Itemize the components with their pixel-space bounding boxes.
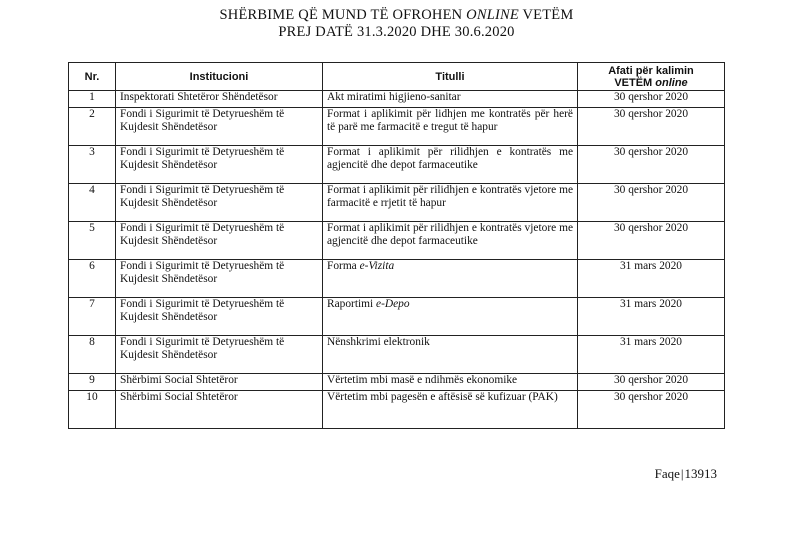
row-title-text: Forma — [327, 260, 360, 272]
row-nr: 10 — [69, 391, 116, 429]
row-title-text: Akt miratimi higjieno-sanitar — [327, 91, 461, 103]
col-header-title: Titulli — [323, 63, 578, 91]
table-row — [69, 146, 725, 184]
table-row — [69, 298, 725, 336]
row-title-text: Vërtetim mbi masë e ndihmës ekonomike — [327, 374, 518, 386]
row-title — [323, 108, 578, 146]
row-title — [323, 222, 578, 260]
row-institution: Fondi i Sigurimit të Detyrueshëm të Kujdesit Shëndetësor — [116, 260, 323, 298]
table-row — [69, 222, 725, 260]
row-title-text: Format i aplikimit për lidhjen me kontratës për herë të parë me farmacitë e tregut të hapur — [327, 108, 573, 133]
row-institution: Fondi i Sigurimit të Detyrueshëm të Kujdesit Shëndetësor — [116, 222, 323, 260]
row-deadline: 30 qershor 2020 — [578, 184, 725, 222]
deadline-header-line1: Afati për kalimin — [608, 64, 694, 77]
row-institution: Inspektorati Shtetëror Shëndetësor — [116, 91, 323, 108]
col-header-nr: Nr. — [69, 63, 116, 91]
row-deadline: 30 qershor 2020 — [578, 146, 725, 184]
table-header-row — [69, 63, 725, 91]
table-row — [69, 184, 725, 222]
row-nr: 3 — [69, 146, 116, 184]
col-header-institution: Institucioni — [116, 63, 323, 91]
row-title — [323, 298, 578, 336]
row-title — [323, 374, 578, 391]
page-footer — [655, 466, 717, 482]
row-title-text: Format i aplikimit për rilidhjen e kontratës vjetore me agjencitë dhe depot farmaceutike — [327, 222, 573, 247]
row-nr: 8 — [69, 336, 116, 374]
row-institution: Fondi i Sigurimit të Detyrueshëm të Kujdesit Shëndetësor — [116, 336, 323, 374]
row-deadline: 30 qershor 2020 — [578, 222, 725, 260]
row-nr: 6 — [69, 260, 116, 298]
row-deadline: 30 qershor 2020 — [578, 391, 725, 429]
document-title — [0, 7, 793, 24]
row-institution: Fondi i Sigurimit të Detyrueshëm të Kujdesit Shëndetësor — [116, 184, 323, 222]
deadline-header-vetem: VETËM — [614, 76, 653, 89]
row-deadline: 31 mars 2020 — [578, 298, 725, 336]
row-nr: 7 — [69, 298, 116, 336]
row-title — [323, 391, 578, 429]
title-prefix: SHËRBIME QË MUND TË OFROHEN — [219, 7, 463, 23]
row-title-italic: e-Vizita — [359, 260, 395, 272]
title-online: ONLINE — [466, 7, 519, 23]
row-deadline: 31 mars 2020 — [578, 336, 725, 374]
row-nr: 5 — [69, 222, 116, 260]
row-deadline: 30 qershor 2020 — [578, 108, 725, 146]
row-institution: Shërbimi Social Shtetëror — [116, 391, 323, 429]
row-title-text: Nënshkrimi elektronik — [327, 336, 430, 348]
row-institution: Fondi i Sigurimit të Detyrueshëm të Kujdesit Shëndetësor — [116, 146, 323, 184]
footer-separator: | — [680, 466, 684, 481]
row-nr: 2 — [69, 108, 116, 146]
title-suffix: VETËM — [522, 7, 574, 23]
row-deadline: 30 qershor 2020 — [578, 91, 725, 108]
row-title-text: Format i aplikimit për rilidhjen e kontratës me agjencitë dhe depot farmaceutike — [327, 146, 573, 171]
row-deadline: 31 mars 2020 — [578, 260, 725, 298]
row-title — [323, 91, 578, 108]
row-title-text: Raportimi — [327, 298, 377, 310]
table-row — [69, 391, 725, 429]
row-title — [323, 184, 578, 222]
table-row — [69, 108, 725, 146]
col-header-deadline — [578, 63, 725, 91]
row-title — [323, 146, 578, 184]
table-row — [69, 91, 725, 108]
row-title-text: Vërtetim mbi pagesën e aftësisë së kufizuar (PAK) — [327, 391, 558, 403]
row-nr: 1 — [69, 91, 116, 108]
row-title-italic: e-Depo — [376, 298, 410, 310]
row-title-text: Format i aplikimit për rilidhjen e kontratës vjetore me farmacitë e rrjetit të hapur — [327, 184, 573, 209]
row-institution: Fondi i Sigurimit të Detyrueshëm të Kujdesit Shëndetësor — [116, 298, 323, 336]
row-nr: 4 — [69, 184, 116, 222]
document-subtitle: PREJ DATË 31.3.2020 DHE 30.6.2020 — [278, 24, 515, 40]
row-title — [323, 260, 578, 298]
row-institution: Shërbimi Social Shtetëror — [116, 374, 323, 391]
row-deadline: 30 qershor 2020 — [578, 374, 725, 391]
deadline-header-online: online — [655, 76, 688, 89]
footer-label: Faqe — [654, 466, 680, 481]
services-table — [68, 62, 725, 429]
table-row — [69, 336, 725, 374]
row-title — [323, 336, 578, 374]
row-institution: Fondi i Sigurimit të Detyrueshëm të Kujdesit Shëndetësor — [116, 108, 323, 146]
row-nr: 9 — [69, 374, 116, 391]
page-number: 13913 — [684, 466, 717, 481]
table-row — [69, 374, 725, 391]
table-row — [69, 260, 725, 298]
